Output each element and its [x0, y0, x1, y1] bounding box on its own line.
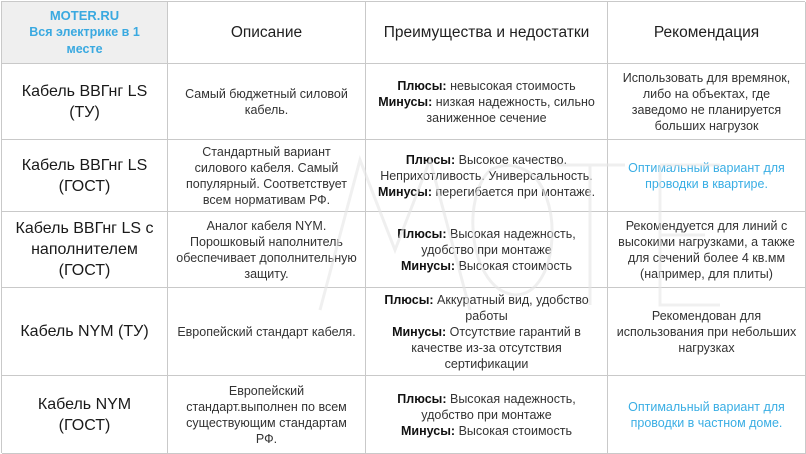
- row-name: Кабель ВВГнг LS с наполнителем (ГОСТ): [2, 212, 168, 288]
- row-description: Аналог кабеля NYM. Порошковый наполнитель обеспечивает дополнительную защиту.: [168, 212, 366, 288]
- pros-label: Плюсы:: [397, 391, 447, 406]
- pros-text: Аккуратный вид, удобство работы: [437, 292, 589, 323]
- pros-line: [374, 292, 599, 324]
- column-header-recommendation: Рекомендация: [608, 2, 806, 64]
- cons-label: Минусы:: [401, 258, 456, 273]
- row-description: Самый бюджетный силовой кабель.: [168, 64, 366, 140]
- row-pros-cons: [366, 140, 608, 212]
- row-name: Кабель ВВГнг LS (ГОСТ): [2, 140, 168, 212]
- brand-site: MOTER.RU: [49, 8, 120, 23]
- cons-label: Минусы:: [378, 94, 433, 109]
- pros-line: [397, 78, 575, 94]
- cons-line: [374, 94, 599, 126]
- row-pros-cons: [366, 64, 608, 140]
- cons-label: Минусы:: [401, 423, 456, 438]
- row-name: Кабель NYM (ГОСТ): [2, 376, 168, 454]
- row-recommendation: Рекомендуется для линий с высокими нагрузками, а также для сечений более 4 кв.мм (например, для плиты): [608, 212, 806, 288]
- brand-header-cell: [2, 2, 168, 64]
- cons-line: [401, 423, 572, 439]
- cons-text: низкая надежность, сильно заниженное сечение: [426, 94, 595, 125]
- brand-subtitle: Вся электрике в 1 месте: [29, 25, 140, 56]
- cons-text: Высокая стоимость: [458, 423, 572, 438]
- row-description: Европейский стандарт кабеля.: [168, 288, 366, 376]
- row-recommendation: Рекомендован для использования при небольших нагрузках: [608, 288, 806, 376]
- row-name: Кабель NYM (ТУ): [2, 288, 168, 376]
- row-recommendation: Использовать для времянок, либо на объектах, где заведомо не планируется больших нагрузок: [608, 64, 806, 140]
- cons-line: [401, 258, 572, 274]
- row-pros-cons: [366, 212, 608, 288]
- pros-label: Плюсы:: [397, 226, 447, 241]
- column-header-description: Описание: [168, 2, 366, 64]
- pros-text: невысокая стоимость: [450, 78, 576, 93]
- column-header-pros-cons: Преимущества и недостатки: [366, 2, 608, 64]
- cable-comparison-table: [1, 1, 805, 453]
- row-pros-cons: [366, 376, 608, 454]
- cons-text: Отсутствие гарантий в качестве из-за отсутствия сертификации: [411, 324, 581, 371]
- pros-label: Плюсы:: [405, 152, 456, 167]
- cons-label: Минусы:: [392, 324, 447, 339]
- cons-line: [378, 184, 595, 200]
- row-name: Кабель ВВГнг LS (ТУ): [2, 64, 168, 140]
- pros-text: Высокая надежность, удобство при монтаже: [421, 391, 576, 422]
- cons-line: [374, 324, 599, 372]
- cons-text: Высокая стоимость: [458, 258, 572, 273]
- pros-line: [374, 391, 599, 423]
- row-description: Европейский стандарт.выполнен по всем существующим стандартам РФ.: [168, 376, 366, 454]
- pros-label: Плюсы:: [397, 78, 447, 93]
- cons-label: Минусы:: [377, 184, 433, 199]
- row-recommendation: Оптимальный вариант для проводки в квартире.: [608, 140, 806, 212]
- pros-line: [374, 226, 599, 258]
- cons-text: перегибается при монтаже.: [435, 184, 596, 199]
- pros-text: Высокая надежность, удобство при монтаже: [421, 226, 576, 257]
- pros-line: [374, 152, 599, 184]
- row-description: Стандартный вариант силового кабеля. Самый популярный. Соответствует всем нормативам РФ.: [168, 140, 366, 212]
- row-recommendation: Оптимальный вариант для проводки в частном доме.: [608, 376, 806, 454]
- pros-text: Высокое качество. Неприхотливость. Универсальность.: [380, 152, 593, 183]
- pros-label: Плюсы:: [384, 292, 434, 307]
- row-pros-cons: [366, 288, 608, 376]
